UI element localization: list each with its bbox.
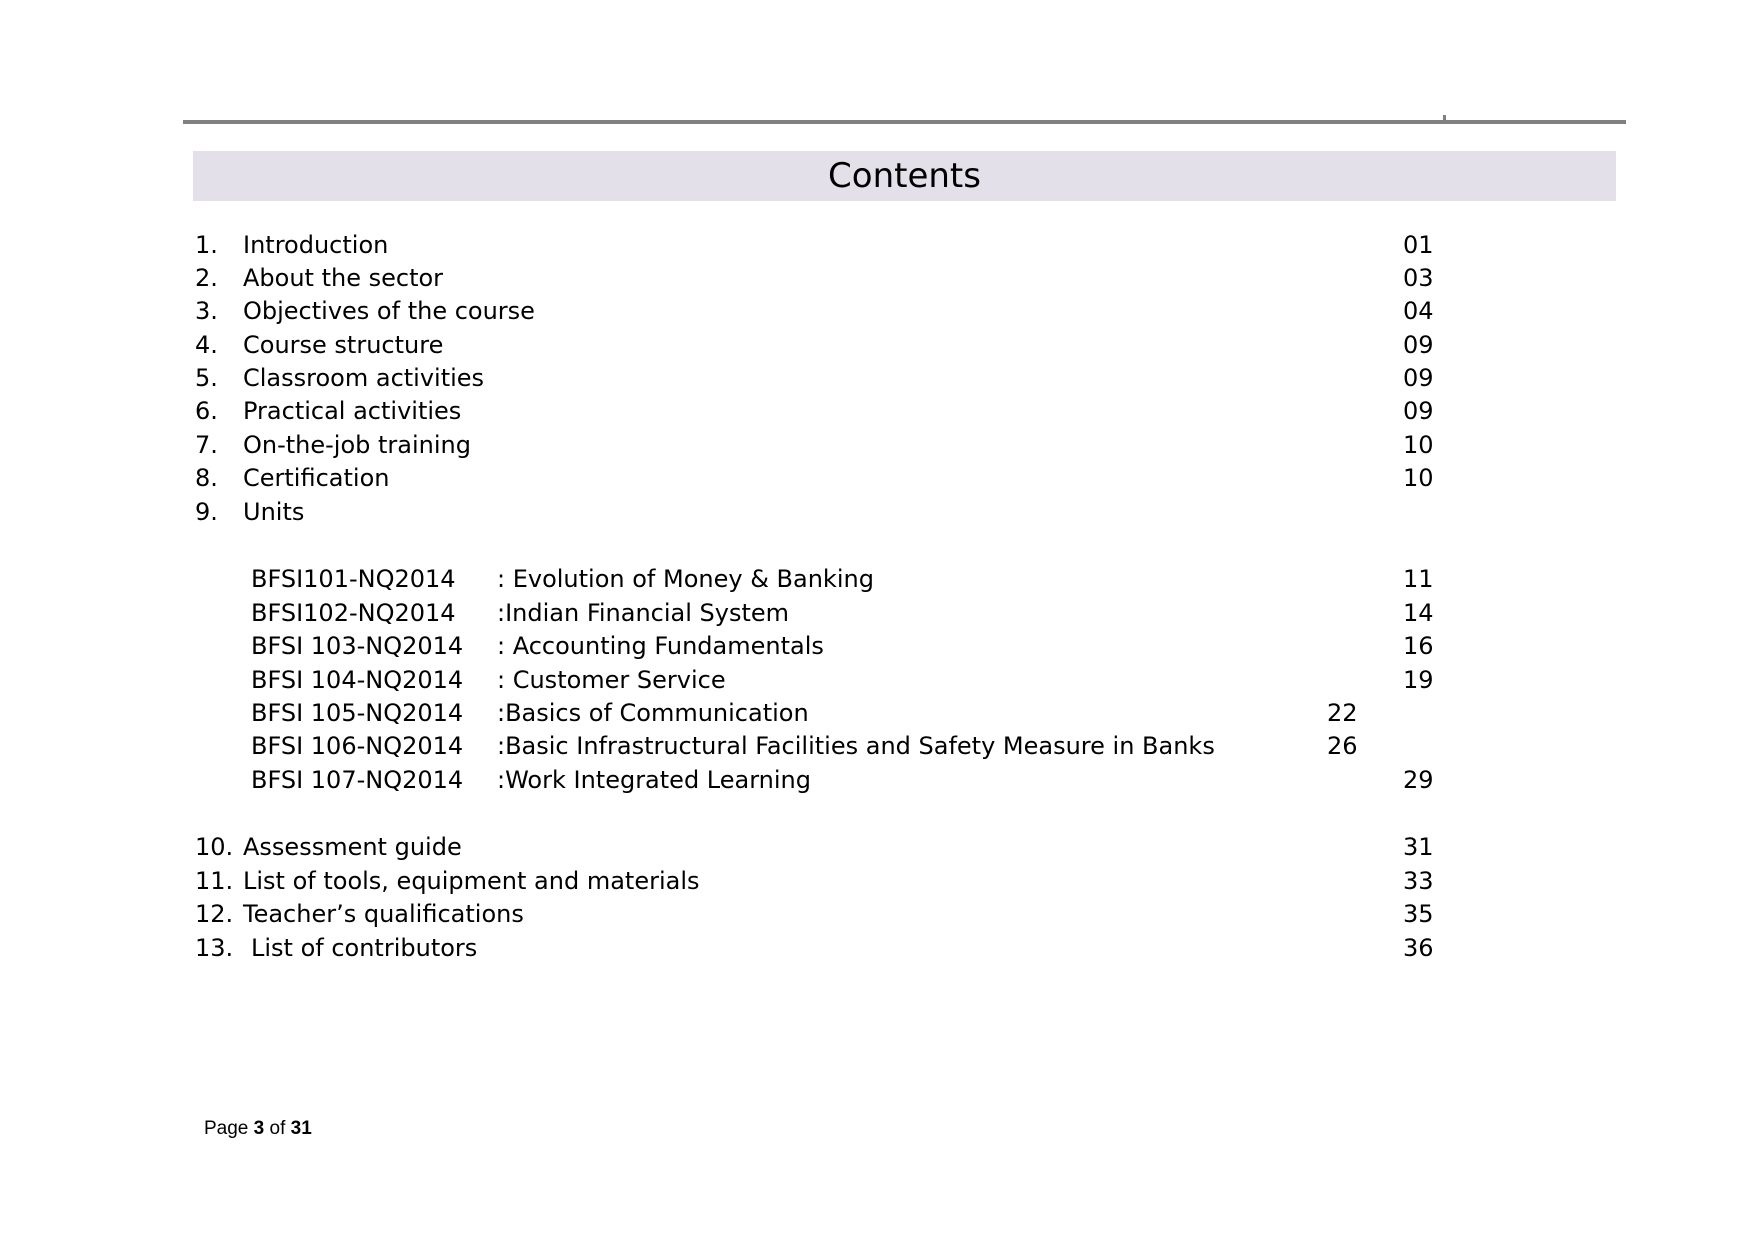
toc-number: 1. [195, 231, 218, 259]
toc-label: Certification [243, 464, 390, 492]
toc-page: 09 [1403, 364, 1434, 392]
toc-row[interactable] [0, 497, 1754, 527]
toc-label: Units [243, 498, 305, 526]
unit-page: 29 [1403, 766, 1434, 794]
footer-current-page: 3 [253, 1118, 265, 1139]
toc-row[interactable] [0, 396, 1754, 426]
toc-row[interactable] [0, 866, 1754, 896]
toc-label: Practical activities [243, 397, 462, 425]
toc-page: 09 [1403, 397, 1434, 425]
unit-code: BFSI 105-NQ2014 [251, 699, 464, 727]
toc-row[interactable] [0, 330, 1754, 360]
toc-row[interactable] [0, 463, 1754, 493]
unit-code: BFSI101-NQ2014 [251, 565, 456, 593]
toc-page: 36 [1403, 934, 1434, 962]
toc-number: 9. [195, 498, 218, 526]
unit-row[interactable] [0, 731, 1754, 761]
toc-number: 3. [195, 297, 218, 325]
unit-page: 11 [1403, 565, 1434, 593]
toc-row[interactable] [0, 263, 1754, 293]
unit-row[interactable] [0, 631, 1754, 661]
toc-label: Objectives of the course [243, 297, 535, 325]
toc-row[interactable] [0, 230, 1754, 260]
toc-number: 11. [195, 867, 234, 895]
unit-row[interactable] [0, 598, 1754, 628]
toc-row[interactable] [0, 899, 1754, 929]
toc-label: Teacher’s qualifications [243, 900, 524, 928]
toc-row[interactable] [0, 296, 1754, 326]
unit-title: : Customer Service [497, 666, 726, 694]
unit-title: :Work Integrated Learning [497, 766, 811, 794]
toc-label: Course structure [243, 331, 444, 359]
unit-title: :Indian Financial System [497, 599, 790, 627]
toc-number: 13. [195, 934, 234, 962]
header-rule [183, 120, 1626, 124]
toc-label: List of tools, equipment and materials [243, 867, 700, 895]
toc-label: Introduction [243, 231, 389, 259]
toc-number: 4. [195, 331, 218, 359]
toc-label: Classroom activities [243, 364, 485, 392]
unit-title: :Basics of Communication [497, 699, 809, 727]
toc-number: 8. [195, 464, 218, 492]
unit-row[interactable] [0, 564, 1754, 594]
toc-page: 10 [1403, 431, 1434, 459]
unit-row[interactable] [0, 765, 1754, 795]
toc-page: 35 [1403, 900, 1434, 928]
unit-row[interactable] [0, 698, 1754, 728]
unit-code: BFSI102-NQ2014 [251, 599, 456, 627]
unit-title: : Accounting Fundamentals [497, 632, 824, 660]
unit-page: 14 [1403, 599, 1434, 627]
toc-label: Assessment guide [243, 833, 462, 861]
toc-label: List of contributors [251, 934, 478, 962]
toc-number: 10. [195, 833, 234, 861]
toc-number: 6. [195, 397, 218, 425]
toc-number: 5. [195, 364, 218, 392]
toc-label: About the sector [243, 264, 444, 292]
unit-page: 16 [1403, 632, 1434, 660]
toc-page: 03 [1403, 264, 1434, 292]
toc-number: 12. [195, 900, 234, 928]
toc-page: 10 [1403, 464, 1434, 492]
toc-page: 31 [1403, 833, 1434, 861]
unit-code: BFSI 104-NQ2014 [251, 666, 464, 694]
unit-title: :Basic Infrastructural Facilities and Safety Measure in Banks [497, 732, 1215, 760]
unit-page: 19 [1403, 666, 1434, 694]
toc-row[interactable] [0, 363, 1754, 393]
unit-code: BFSI 103-NQ2014 [251, 632, 464, 660]
footer-total-pages: 31 [290, 1118, 312, 1139]
unit-page: 22 [1327, 699, 1358, 727]
toc-row[interactable] [0, 832, 1754, 862]
toc-page: 01 [1403, 231, 1434, 259]
toc-row[interactable] [0, 933, 1754, 963]
toc-page: 09 [1403, 331, 1434, 359]
toc-number: 7. [195, 431, 218, 459]
header-rule-tick [1443, 115, 1446, 121]
toc-row[interactable] [0, 430, 1754, 460]
unit-code: BFSI 107-NQ2014 [251, 766, 464, 794]
toc-page: 33 [1403, 867, 1434, 895]
footer-of: of [264, 1118, 291, 1139]
toc-number: 2. [195, 264, 218, 292]
page-footer [204, 1117, 312, 1141]
footer-prefix: Page [204, 1118, 254, 1139]
unit-page: 26 [1327, 732, 1358, 760]
toc-label: On-the-job training [243, 431, 471, 459]
unit-code: BFSI 106-NQ2014 [251, 732, 464, 760]
toc-page: 04 [1403, 297, 1434, 325]
unit-row[interactable] [0, 665, 1754, 695]
contents-title: Contents [193, 151, 1616, 201]
unit-title: : Evolution of Money & Banking [497, 565, 874, 593]
